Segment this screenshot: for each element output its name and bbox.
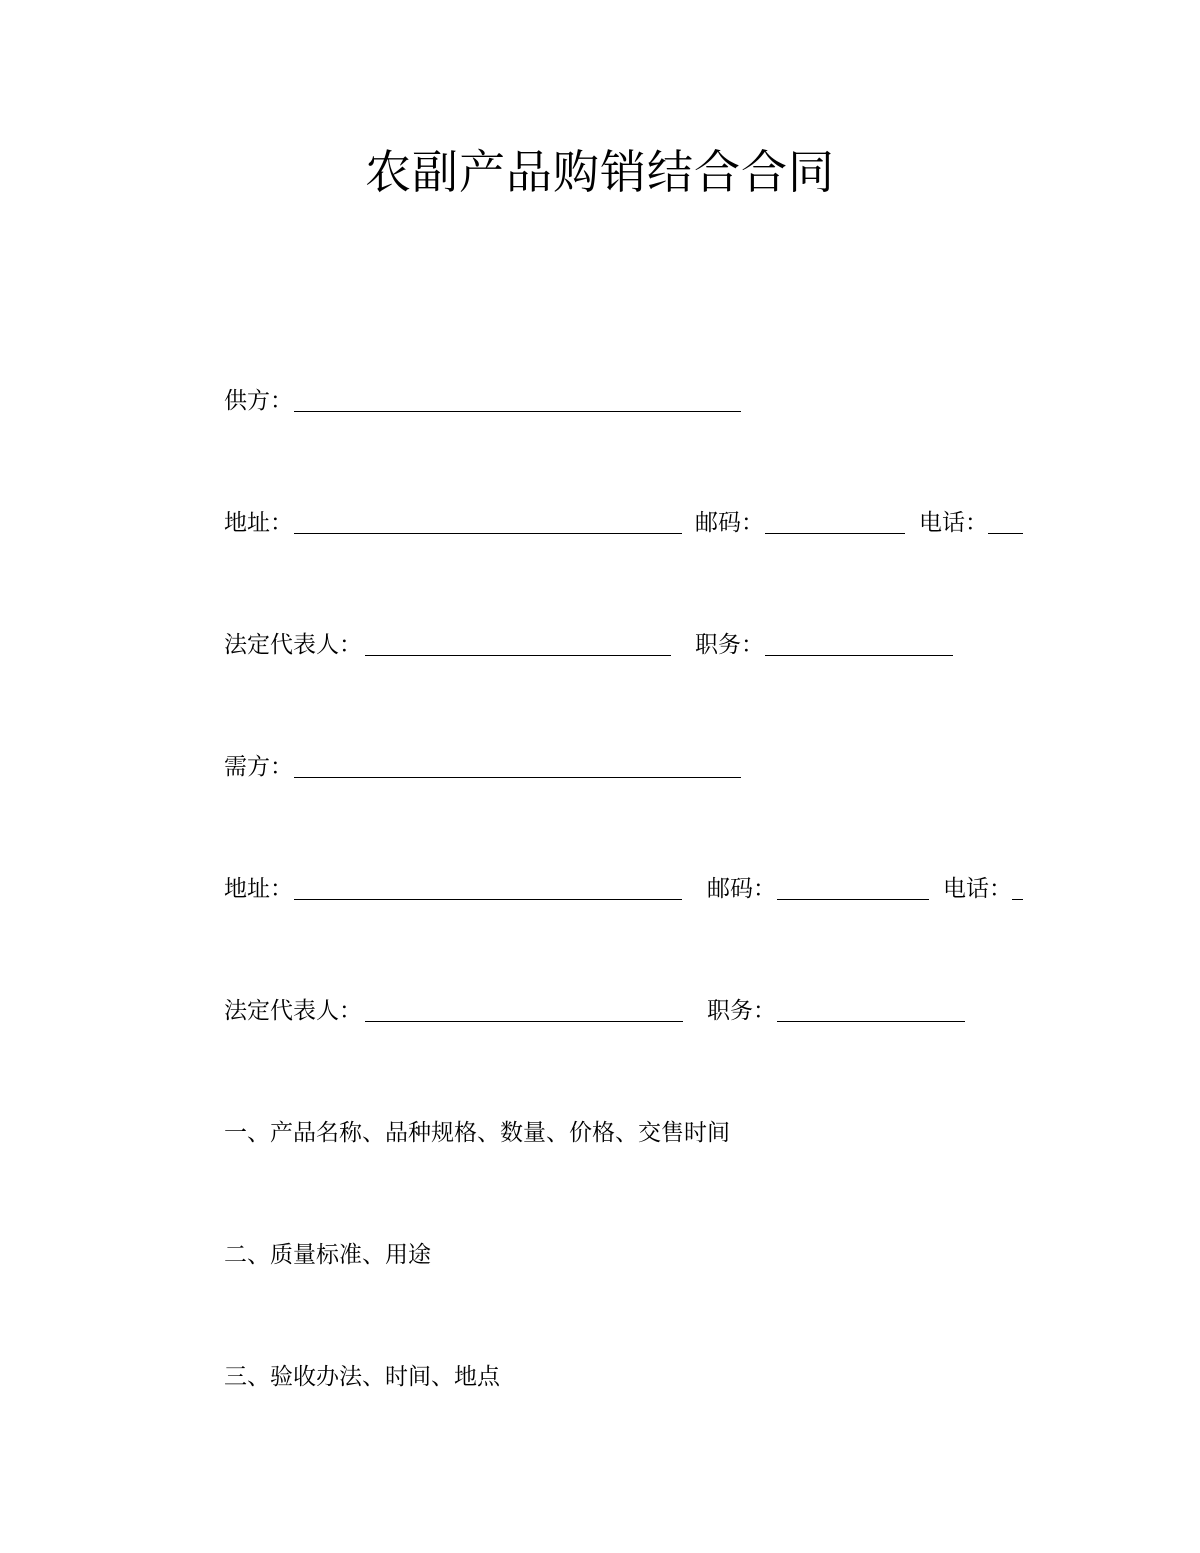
buyer-postcode-label: 邮码： bbox=[707, 876, 776, 902]
supplier-address-label: 地址： bbox=[224, 510, 293, 536]
section-heading-3: 三、验收办法、时间、地点 bbox=[224, 1364, 500, 1390]
supplier-rep-row bbox=[224, 628, 964, 662]
supplier-phone-blank[interactable] bbox=[988, 533, 1023, 534]
document-title: 农副产品购销结合合同 bbox=[365, 145, 835, 199]
supplier-party-label: 供方： bbox=[224, 388, 293, 414]
buyer-phone-blank[interactable] bbox=[1012, 899, 1023, 900]
buyer-rep-label: 法定代表人： bbox=[224, 998, 362, 1024]
buyer-rep-row bbox=[224, 994, 984, 1028]
section-heading-2: 二、质量标准、用途 bbox=[224, 1242, 431, 1268]
buyer-position-blank[interactable] bbox=[777, 1021, 965, 1022]
buyer-phone-label: 电话： bbox=[943, 876, 1012, 902]
buyer-address-blank[interactable] bbox=[294, 899, 682, 900]
supplier-rep-blank[interactable] bbox=[365, 655, 671, 656]
buyer-position-label: 职务： bbox=[707, 998, 776, 1024]
supplier-address-blank[interactable] bbox=[294, 533, 682, 534]
supplier-postcode-blank[interactable] bbox=[765, 533, 905, 534]
buyer-postcode-blank[interactable] bbox=[777, 899, 929, 900]
buyer-address-row bbox=[224, 872, 1024, 906]
supplier-party-row bbox=[224, 384, 744, 418]
supplier-postcode-label: 邮码： bbox=[695, 510, 764, 536]
supplier-position-label: 职务： bbox=[695, 632, 764, 658]
supplier-rep-label: 法定代表人： bbox=[224, 632, 362, 658]
buyer-party-label: 需方： bbox=[224, 754, 293, 780]
supplier-position-blank[interactable] bbox=[765, 655, 953, 656]
buyer-party-blank[interactable] bbox=[294, 777, 741, 778]
buyer-address-label: 地址： bbox=[224, 876, 293, 902]
supplier-party-blank[interactable] bbox=[294, 411, 741, 412]
buyer-rep-blank[interactable] bbox=[365, 1021, 683, 1022]
supplier-address-row bbox=[224, 506, 1024, 540]
section-heading-1: 一、产品名称、品种规格、数量、价格、交售时间 bbox=[224, 1120, 730, 1146]
supplier-phone-label: 电话： bbox=[919, 510, 988, 536]
buyer-party-row bbox=[224, 750, 744, 784]
